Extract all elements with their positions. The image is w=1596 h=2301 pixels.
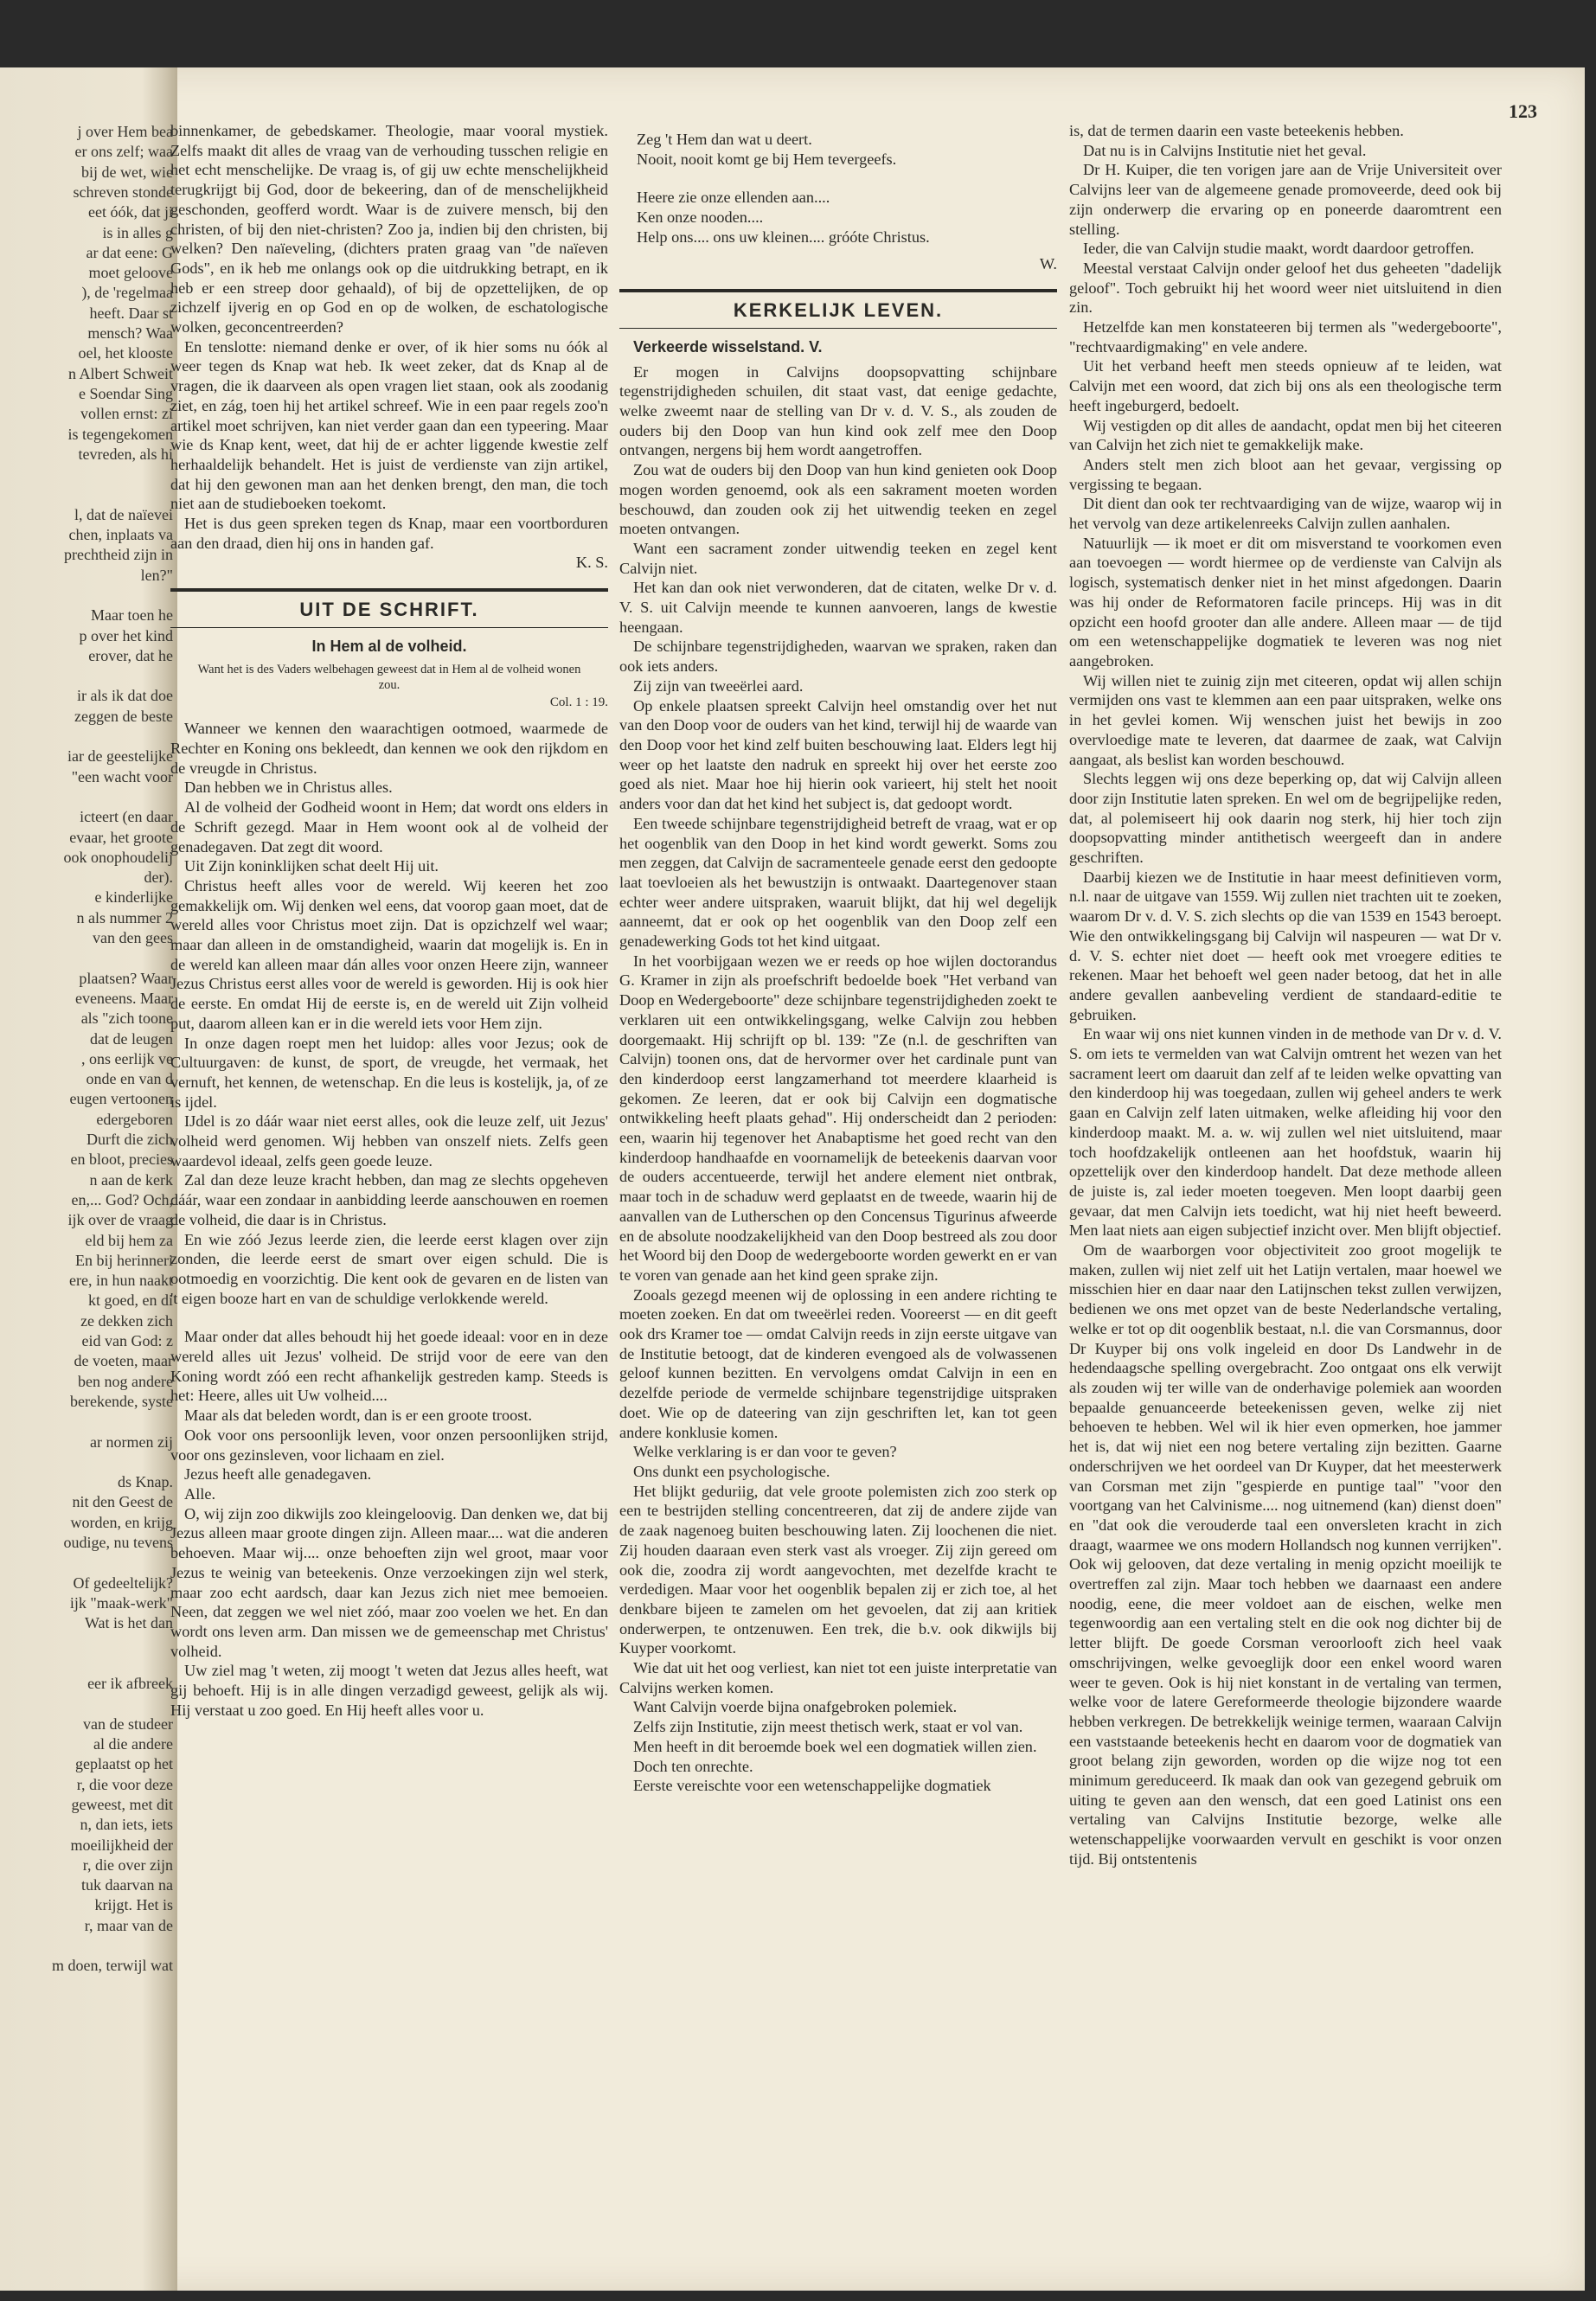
binding-text-line: eer ik afbreek — [87, 1675, 173, 1693]
binding-text-line: eld bij hem za — [85, 1231, 173, 1249]
binding-text-line: onde en van d — [86, 1070, 173, 1088]
verse-line: Help ons.... ons uw kleinen.... gróóte Christus. — [637, 228, 930, 246]
binding-text-line: ir als ik dat doe — [77, 687, 173, 705]
paragraph: Eerste vereischte voor een wetenschappelijke dogmatiek — [633, 1777, 991, 1795]
paragraph: Wie dat uit het oog verliest, kan niet tot een juiste interpretatie van Calvijns werken komen. — [619, 1659, 1057, 1696]
binding-text-line: ook onophoudelij — [63, 848, 173, 866]
binding-text-line: tuk daarvan na — [81, 1876, 173, 1894]
paragraph: En tenslotte: niemand denke er over, of ik hier soms nu óók al weer tegen ds Knap wat heb. Ik weet zeker, dat ds Knap al de vragen, die ik daarveen als open vragen liet staan, ook als zoodanig ziet, en zág, toen hij het artikel schreef. Wie in een paar regels zoo'n artikel moet schrijven, kan niet verder gaan dan een typeering. Maar wie ds Knap kent, weet, dat hij de er achter liggende kwestie zelf herhaaldelijk behandelt. Het is juist de verdienste van zijn artikel, dat hij den gewonen man aan het denken brengt, den man, die toch niet aan de studieboeken toekomt. — [170, 337, 608, 513]
column-3 — [1069, 121, 1502, 2258]
binding-gutter — [0, 67, 177, 2291]
binding-text-line: prechtheid zijn in — [64, 546, 173, 564]
bible-verse: Want het is des Vaders welbehagen geweest dat in Hem al de volheid wonen zou. — [197, 662, 581, 692]
bible-reference: Col. 1 : 19. — [549, 695, 608, 709]
binding-text-line: icteert (en daar — [80, 808, 173, 826]
paragraph: Zelfs zijn Institutie, zijn meest thetisch werk, staat er vol van. — [633, 1718, 1023, 1736]
binding-text-line: e Soendar Sing — [79, 384, 173, 402]
paragraph: En waar wij ons niet kunnen vinden in de methode van Dr v. d. V. S. om iets te vermelden van wat Calvijn omtrent het wezen van het sacrament leert om daaruit dan zelf af te leiden welke opvatting van den kinderdoop hij was toegedaan, zullen wij geheel anders te werk gaan en Calvijn zelf laten uitmaken, welke afleiding hij voor den kinderdoop maakt. M. a. w. wij zullen wel niet uitsluitend, maar toch hoofdzakelijk ontleenen aan het hoofdstuk, waarin hij opzettelijk over den kinderdoop handelt. Dat deze methode alleen de juiste is, zal ieder moeten toegeven. Men loopt daarbij geen gevaar, dat men Calvijn iets toedicht, wat hij niet heeft beweerd. Men laat niets aan eigen subjectief inzicht over. Men blijft objectief. — [1069, 1025, 1502, 1240]
binding-text-line: mensch? Waa — [87, 324, 173, 342]
binding-text-line: geweest, met dit — [71, 1795, 173, 1813]
paragraph: Meestal verstaat Calvijn onder geloof het dus geheeten "dadelijk geloof". Toch gebruikt hij het woord weer niet uitsluitend in dien zin. — [1069, 259, 1502, 317]
binding-text-line: is in alles g — [102, 223, 173, 241]
paragraph: Uit Zijn koninklijken schat deelt Hij uit. — [184, 857, 439, 875]
binding-text-line: oel, het klooste — [78, 344, 173, 362]
binding-text-line: eveneens. Maar — [75, 989, 173, 1007]
paragraph: Uw ziel mag 't weten, zij moogt 't weten dat Jezus alles heeft, wat gij behoeft. Hij is in alle dingen verzadigd geweest, gelijk als wij. Hij verstaat u zoo goed. En Hij heeft alles voor u. — [170, 1662, 608, 1719]
paragraph: Op enkele plaatsen spreekt Calvijn heel omstandig over het nut van den Doop voor de ouders van het kind, terwijl hij de waarde van den Doop voor het kind zelf buiten beschouwing laat. Elders legt hij weer op het laatste den nadruk en spreekt hij over het eerste zoo goed als niet. Maar hoe hij hierin ook varieert, hij stelt het nooit anders voor dan dat het kind het subject is, dat gedoopt wordt. — [619, 696, 1057, 813]
binding-text-line: p over het kind — [79, 626, 173, 644]
paragraph: IJdel is zo dáár waar niet eerst alles, ook die leuze zelf, uit Jezus' volheid werd genomen. Wij hebben van onszelf niets. Zelfs geen waardevol ideaal, zelfs geen goede leuze. — [170, 1112, 608, 1170]
article-title: Verkeerde wisselstand. V. — [633, 337, 823, 356]
binding-text-line: Wat is het dan — [84, 1614, 173, 1632]
binding-text-line: ze dekken zich — [80, 1311, 173, 1330]
binding-text-line: En bij herinneri — [75, 1251, 173, 1269]
binding-text-line: edergeboren — [96, 1110, 173, 1128]
binding-text-line: moet geloove — [88, 264, 173, 282]
paragraph: Er mogen in Calvijns doopsopvatting schijnbare tegenstrijdigheden schuilen, dit staat vast, dat eenige gedachte, welke zweemt naar de stelling van Dr v. d. V. S., als zouden de ouders bij den Doop van hun kind ook zelf mee den Doop ontvangen, nergens bij hem wordt aangetroffen. — [619, 362, 1057, 459]
binding-text-line: kt goed, en di — [88, 1292, 173, 1310]
binding-text-line: n als nummer 2 — [76, 908, 173, 926]
binding-text-line: ere, in hun naakt — [69, 1272, 173, 1290]
binding-text-line: evaar, het groote — [69, 828, 173, 846]
binding-text-line: Durft die zich — [87, 1131, 173, 1148]
paragraph: Zou wat de ouders bij den Doop van hun kind genieten ook Doop mogen worden genoemd, ook als een sakrament moeten worden beschouwd, dan zouden ook zij het uitwendig teeken en zegel moeten ontvangen. — [619, 461, 1057, 538]
paragraph: Alle. — [184, 1485, 216, 1503]
binding-text-line: ben nog andere — [78, 1372, 173, 1390]
paragraph: Een tweede schijnbare tegenstrijdigheid betreft de vraag, wat er op het oogenblik van den Doop in het kind wordt gewerkt. Soms zou men zeggen, dat Calvijn de sacramenteele genade eerst den gedoopte laat toevloeien als het bewustzijn is ontwaakt. Daartegenover staan echter weer andere uitspraken, waaruit blijkt, dat hij wel degelijk aanneemt, dat er ook op het oogenblik van den Doop zelf een genadewerking Gods tot het kind uitgaat. — [619, 814, 1057, 951]
paragraph: De schijnbare tegenstrijdigheden, waarvan we spraken, raken dan ook iets anders. — [619, 638, 1057, 676]
binding-text-line: zeggen de beste — [74, 707, 173, 725]
binding-text-line: ar normen zij — [90, 1433, 173, 1451]
column-1 — [170, 121, 608, 2258]
verse-line: Zeg 't Hem dan wat u deert. — [637, 131, 812, 148]
binding-text-line: vollen ernst: zi — [80, 405, 173, 423]
paragraph: In het voorbijgaan wezen we er reeds op hoe wijlen doctorandus G. Kramer in zijn als proefschrift bedoelde boek "Het verband van Doop en Wedergeboorte" deze schijnbare tegenstrijdigheden zoekt te verklaren uit een ontwikkelingsgang, welke Calvijn zou hebben doorgemaakt. Hij schrijft op bl. 139: "Ze (n.l. de geschriften van Calvijn) toonen ons, dat de hervormer over het cardinale punt van den kinderdoop eerst langzamerhand tot meerdere klaarheid is gekomen. Ze leeren, dat er ook bij Calvijn een dogmatische ontwikkeling heeft plaats gehad". Hij onderscheidt dan 2 perioden: een, waarin hij tegenover het Anabaptisme het goed recht van den kinderdoop handhaafde en voornamelijk de beteekenis daarvan voor de ouders accentueerde, terwijl het andere element niet ontbrak, maar toch in de schaduw werd geplaatst en de tweede, waarin hij de aanvallen van de Lutherschen op den Concensus Tigurinus afweerde en de absolute noodzakelijkheid van den Doop bestreed als zou door het Woord bij den Doop de wedergeboorte worden gewerkt en er van te voren van genade aan het kind geen sprake zijn. — [619, 952, 1057, 1284]
binding-text-line: ijk over de vraag — [67, 1211, 173, 1229]
binding-text-line: al die andere — [93, 1735, 173, 1753]
paragraph: Jezus heeft alle genadegaven. — [184, 1465, 372, 1484]
binding-text-line: , ons eerlijk ve — [81, 1049, 173, 1067]
binding-text-line: "een wacht voor — [71, 767, 173, 785]
paragraph: Om de waarborgen voor objectiviteit zoo groot mogelijk te maken, zullen wij niet zelf uit het Latijn vertalen, maar hoewel we misschien hier en daar naar den Latijnschen tekst zullen verwijzen, bedienen we ons met opzet van de beste Nederlandsche vertaling, welke er tot op dit oogenblik bestaat, n.l. die van Corsmannus, door Dr Kuyper bij ons volk ingeleid en door Ds Landwehr in de hedendaagsche spelling overgebracht. Zoo ontgaat ons elk verwijt als zouden wij ter wille van de onderhavige polemiek aan woorden bepaalde genuanceerde beteekenissen geven, welke zij niet behoeven te hebben. Wel wil ik hier even opmerken, hoe jammer het is, dat wij niet een nog betere vertaling zijn bezitten. Gaarne onderschrijven we het oordeel van Dr Kuyper, dat het meesterwerk van Corsman met zijn "gespierde en puntige taal" "voor den voortgang van het Calvinisme.... nog uitnemend (kan) dienst doen" en "dat ook die verouderde taal een onversleten kracht in zich draagt, waarmee we ons modern Hollandsch nog kunnen verrijken". Ook wij gelooven, dat deze vertaling in menig opzicht moeilijk te overtreffen zal zijn. Maar toch hebben we daarnaast een andere noodig, eene, die meer voldoet aan de eischen, welke men tegenwoordig aan een vertaling stelt en die ook nog dichter bij de letter blijft. De goede Corsman veroorlooft zich heel vaak omschrijvingen, welke gevoeglijk door een enkel woord waren weer te geven. Ook is hij niet konstant in de vertaling van termen, welke voor de latere Gereformeerde theologie bijzondere waarde hebben verkregen. De betrekkelijk weinige termen, waaraan Calvijn een vaststaande beteekenis hecht en daarom voor de dogmatiek van groot belang zijn geworden, worden op die wijze nog tot een minimum gereduceerd. Ik maak dan ook van gezegend gebruik om uiting te geven aan den wensch, dat een goed Latinist ons een vertaling van Calvijns Institutie bezorge, welke alle wetenschappelijke voorwaarden vervult en geschikt is voor onzen tijd. Bij ontstentenis — [1069, 1241, 1502, 1868]
binding-text-line: n aan de kerk — [89, 1170, 173, 1189]
binding-text-line: schreven stonde — [73, 183, 173, 201]
paragraph: In onze dagen roept men het luidop: alles voor Jezus; ook de Cultuurgaven: de kunst, de sport, de vreugde, het vermaak, het vernuft, het kennen, de wetenschap. En die leus is kostelijk, ja, of ze is ijdel. — [170, 1034, 608, 1111]
binding-text-line: als "zich toone — [80, 1009, 173, 1028]
binding-text-line: ijk "maak-werk" — [69, 1593, 173, 1612]
binding-text-line: dat de leugen — [90, 1029, 173, 1048]
verse-line: Ken onze nooden.... — [637, 208, 764, 227]
binding-text-line: en bloot, precies — [70, 1150, 173, 1169]
paragraph: Dat nu is in Calvijns Institutie niet het geval. — [1083, 141, 1367, 159]
paragraph: binnenkamer, de gebedskamer. Theologie, maar vooral mystiek. Zelfs maakt dit alles de vraag van de verhouding tusschen religie en het echt menschelijke. De vraag is, of gij uw echte menschelijkheid terugkrijgt bij God, door de bekeering, dan of de menschelijkheid geschonden, geofferd wordt. Waar is de zuivere mensch, bij den christen, of bij den niet-christen? Zoo ja, indien bij den christen, bij welken? Den naïeveling, (dichters praten graag van "de naïeven Gods", en ik heb me onlangs ook op die uitdrukking betrapt, en ik heb er een streep door gehaald), of bij de opzettelijken, de op zichzelf ijverig en op God en op de wolken, de eschatologische wolken, geconcentreerden? — [170, 122, 608, 336]
binding-text-line: m doen, terwijl wat — [52, 1957, 173, 1975]
binding-text-line: worden, en krijg — [70, 1513, 173, 1531]
binding-text-line: Of gedeeltelijk? — [73, 1574, 173, 1592]
binding-text-line: len?" — [140, 566, 173, 584]
paragraph: Zij zijn van tweeërlei aard. — [633, 676, 804, 695]
binding-text-line: is tegengekomen — [67, 425, 173, 443]
binding-text-line: ar dat eene: G — [86, 243, 173, 261]
paragraph: Men heeft in dit beroemde boek wel een dogmatiek willen zien. — [633, 1737, 1037, 1755]
verse-line: Nooit, nooit komt ge bij Hem tevergeefs. — [637, 150, 897, 168]
binding-text-line: van den gees — [93, 929, 173, 946]
paragraph: Maar als dat beleden wordt, dan is er een groote troost. — [184, 1407, 533, 1425]
paragraph: Het kan dan ook niet verwonderen, dat de citaten, welke Dr v. d. V. S. uit Calvijn meende te kunnen aanvoeren, langs de kwestie heengaan. — [619, 579, 1057, 636]
paragraph: Maar onder dat alles behoudt hij het goede ideaal: voor en in deze wereld alles uit Jezus' volheid. De strijd voor de eere van den Koning wordt zóó een recht afhankelijk gestreden kamp. Steeds is het: Heere, alles uit Uw volheid.... — [170, 1328, 608, 1405]
paragraph: O, wij zijn zoo dikwijls zoo kleingeloovig. Dan denken we, dat bij Jezus alleen maar groote dingen zijn. Alleen maar.... wat die anderen behoeven. Maar wij.... onze behoeften zijn wel groot, maar voor Jezus te weinig van beteekenis. Onze verzoekingen zijn wel sterk, maar zoo echt aardsch, daar kan Jezus zich niet mee bemoeien. Neen, dat zeggen we wel niet zóó, maar zoo voelen we het. En dan wordt ons leven arm. Dan missen we de gemeenschap met Christus' volheid. — [170, 1504, 608, 1660]
paragraph: Uit het verband heeft men steeds opnieuw af te leiden, wat Calvijn met een woord, dat zich bij ons als een theologische term heeft ingeburgerd, bedoelt. — [1069, 357, 1502, 414]
binding-text-line: oudige, nu tevens — [63, 1534, 173, 1551]
article-title: In Hem al de volheid. — [311, 637, 467, 655]
binding-text-line: eugen vertoonen — [69, 1090, 173, 1108]
signature: W. — [1039, 254, 1057, 272]
binding-text-line: heeft. Daar st — [89, 304, 173, 322]
binding-text-line: tevreden, als hi — [78, 445, 173, 463]
paragraph: Ook voor ons persoonlijk leven, voor onzen persoonlijken strijd, voor ons gezinsleven, voor lichaam en ziel. — [170, 1426, 608, 1464]
binding-text-line: n, dan iets, iets — [80, 1816, 173, 1834]
binding-text-line: n Albert Schweit — [68, 364, 173, 382]
binding-text-line: chen, inplaats va — [68, 526, 173, 543]
binding-text-line: r, maar van de — [84, 1916, 173, 1934]
paragraph: Slechts leggen wij ons deze beperking op, dat wij Calvijn alleen door zijn Institutie laten spreken. En wel om de begrijpelijke reden, dat, al polemiseert hij ook daarin nog sterk, hij hier toch zijn doopsopvatting minder antithetisch weergeeft dan in andere geschriften. — [1069, 770, 1502, 867]
paragraph: Dr H. Kuiper, die ten vorigen jare aan de Vrije Universiteit over Calvijns leer van de algemeene genade promoveerde, deed ook bij zijn onderwerp die ervaring op en poneerde daaromtrent een stelling. — [1069, 161, 1502, 238]
section-heading-uit-de-schrift: UIT DE SCHRIFT. — [170, 588, 608, 628]
binding-text-line: e kinderlijke — [94, 888, 173, 907]
binding-text-line: er ons zelf; waa — [74, 143, 173, 161]
paragraph: Hetzelfde kan men konstateeren bij termen als "wedergeboorte", "rechtvaardigmaking" en vele andere. — [1069, 318, 1502, 356]
binding-text-line: en,... God? Och, — [71, 1190, 173, 1208]
binding-text-line: moeilijkheid der — [70, 1836, 173, 1854]
paragraph: Wij willen niet te zuinig zijn met citeeren, opdat wij allen schijn vermijden ons vast te klemmen aan een paar uitspraken, welke ons in het gevlei komen. Wij wenschen juist het bewijs in zoo overvloedige mate te leveren, dat daarmee de zaak, wat Calvijn aangaat, als beslist kan worden beschouwd. — [1069, 671, 1502, 768]
section-heading-kerkelijk-leven: KERKELIJK LEVEN. — [619, 289, 1057, 329]
binding-text-line: van de studeer — [83, 1715, 173, 1733]
paragraph: Zooals gezegd meenen wij de oplossing in een andere richting te moeten zoeken. En dat om tweeërlei reden. Vooreerst — en dit geeft ook drs Kramer toe — omdat Calvijn reeds in zijn eerste uitgave van de Institutie betoogt, dat de kinderen evengoed als de volwassenen geloof kunnen bezitten. En vervolgens omdat Calvijn in een en dezelfde periode de vermelde schijnbare tegenstrijdige uitspraken doet. Wie op de dateering van zijn geschriften let, kan tot geen andere konklusie komen. — [619, 1285, 1057, 1441]
paragraph: Ons dunkt een psychologische. — [633, 1463, 830, 1480]
binding-text-line: r, die voor deze — [76, 1775, 173, 1793]
binding-text-line: der). — [144, 868, 173, 887]
paragraph: is, dat de termen daarin een vaste beteekenis hebben. — [1069, 122, 1404, 139]
binding-text-line: l, dat de naïevei — [74, 505, 173, 523]
column-2 — [619, 121, 1057, 2258]
paragraph: Daarbij kiezen we de Institutie in haar meest definitieven vorm, n.l. naar de uitgave van 1559. Wij zullen niet trachten uit te zoeken, waarom Dr v. d. V. S. zich slechts op die van 1539 en 1543 beroept. Wie den ontwikkelingsgang bij Calvijn wil naspeuren — wat Dr v. d. V. S. echter niet doet — heeft ook met vroegere edities te rekenen. Maar het behoeft wel geen nader betoog, dat het in alle andere gevallen aanbeveling verdient de standaard-editie te gebruiken. — [1069, 868, 1502, 1023]
paragraph: Anders stelt men zich bloot aan het gevaar, vergissing op vergissing te begaan. — [1069, 455, 1502, 493]
paragraph: Want een sacrament zonder uitwendig teeken en zegel kent Calvijn niet. — [619, 539, 1057, 577]
binding-text-line: bij de wet, wie — [81, 163, 173, 181]
binding-text-line: Maar toen he — [91, 606, 173, 625]
binding-text-line: krijgt. Het is — [94, 1896, 173, 1914]
binding-text-line: r, die over zijn — [82, 1856, 173, 1874]
paragraph: Dan hebben we in Christus alles. — [184, 779, 393, 797]
paragraph: Want Calvijn voerde bijna onafgebroken polemiek. — [633, 1698, 958, 1716]
binding-text-line: eet óók, dat ji — [88, 203, 173, 221]
binding-text-line: ds Knap. — [118, 1473, 173, 1491]
binding-text-line: de voeten, maar — [74, 1352, 173, 1370]
paragraph: Al de volheid der Godheid woont in Hem; dat wordt ons elders in de Schrift gezegd. Maar in Hem woont ook al de volheid der genadegaven. Dat zegt dit woord. — [170, 798, 608, 856]
verse-line: Heere zie onze ellenden aan.... — [637, 189, 830, 207]
binding-text-line: erover, dat he — [88, 646, 173, 664]
binding-text-line: j over Hem bea — [77, 123, 173, 140]
newspaper-page — [0, 67, 1585, 2291]
paragraph: Wanneer we kennen den waarachtigen ootmoed, waarmede de Rechter en Koning ons bekleedt, dan kennen we ook den rijkdom en de vreugde in Christus. — [170, 720, 608, 777]
paragraph: Welke verklaring is er dan voor te geven? — [633, 1443, 897, 1461]
prayer-verse — [637, 130, 1057, 247]
paragraph: Christus heeft alles voor de wereld. Wij keeren het zoo gemakkelijk om. Wij denken wel eens, dat voorop gaan moet, dat de wereld alles voor Christus moet zijn. Dat is opzichzelf wel waar; maar dan alleen in de omstandigheid, waarin dat mogelijk is. En in de wereld kan alleen maar dán alles voor onzen Heere zijn, wanneer Jezus Christus eerst alles voor de wereld is geworden. Hij is ook hier de eerste. En omdat Hij de eerste is, en de wereld uit Zijn volheid put, daarom alleen kan er in die wereld iets voor Hem zijn. — [170, 876, 608, 1032]
binding-text-line: berekende, syste — [70, 1392, 173, 1410]
paragraph: Natuurlijk — ik moet er dit om misverstand te voorkomen even aan toevoegen — wordt hiermee op de verdienste van Calvijn als logisch, systematisch denker niet in het minst afgedongen. Daarin was hij onder de Reformatoren facile princeps. Hij was in dit opzicht een hoofd grooter dan alle andere. Alleen maar — de tijd om een wetenschappelijke dogmatiek te leveren was nog niet aangebroken. — [1069, 534, 1502, 670]
paragraph: Dit dient dan ook ter rechtvaardiging van de wijze, waarop wij in het vervolg van deze artikelenreeks Calvijn zullen aanhalen. — [1069, 495, 1502, 533]
binding-text-line: ), de 'regelmaa — [81, 284, 173, 302]
paragraph: Zal dan deze leuze kracht hebben, dan mag ze slechts opgeheven dáár, waar een zondaar in aanbidding leerde aanschouwen en roemen de volheid, die daar is in Christus. — [170, 1171, 608, 1228]
paragraph: Doch ten onrechte. — [633, 1757, 753, 1775]
binding-text-line: eid van God: z — [81, 1332, 173, 1349]
binding-text-line: iar de geestelijke — [67, 747, 173, 766]
paragraph: Wij vestigden op dit alles de aandacht, opdat men bij het citeeren van Calvijn het zich niet te gemakkelijk make. — [1069, 416, 1502, 454]
paragraph: En wie zóó Jezus leerde zien, die leerde eerst klagen over zijn zonden, die leerde eerst de smart over eigen schuld. Die is ootmoedig en voorzichtig. Die kent ook de gevaren en de listen van 't eigen booze hart en van de schuldige verlokkende wereld. — [170, 1230, 608, 1307]
binding-text-line: nit den Geest de — [72, 1493, 173, 1511]
binding-text-line: plaatsen? Waar — [79, 969, 173, 987]
paragraph: Het is dus geen spreken tegen ds Knap, maar een voortborduren aan den draad, dien hij ons in handen gaf. — [170, 515, 608, 552]
signature: K. S. — [575, 554, 608, 572]
page-number: 123 — [1509, 100, 1537, 122]
binding-text-line: geplaatst op het — [75, 1755, 173, 1773]
paragraph: Ieder, die van Calvijn studie maakt, wordt daardoor getroffen. — [1083, 240, 1475, 258]
paragraph: Het blijkt geduriig, dat vele groote polemisten zich zoo sterk op een te bestrijden stelling concentreeren, dat zij de andere zijde van de zaak nagenoeg buiten beschouwing laten. Zij loochenen die niet. Zij houden daaraan even sterk vast als vroeger. Zij zijn gereed om ook die, zoodra zij wordt aangevochten, met dezelfde kracht te verdedigen. Maar voor het oogenblik bepalen zij er zich toe, al het denkbare bijeen te zamelen om het gevoelen, dat zij aan kritiek onderwerpen, te ontzenuwen. Een trek, die b.v. ook dikwijls bij Kuyper voorkomt. — [619, 1482, 1057, 1657]
